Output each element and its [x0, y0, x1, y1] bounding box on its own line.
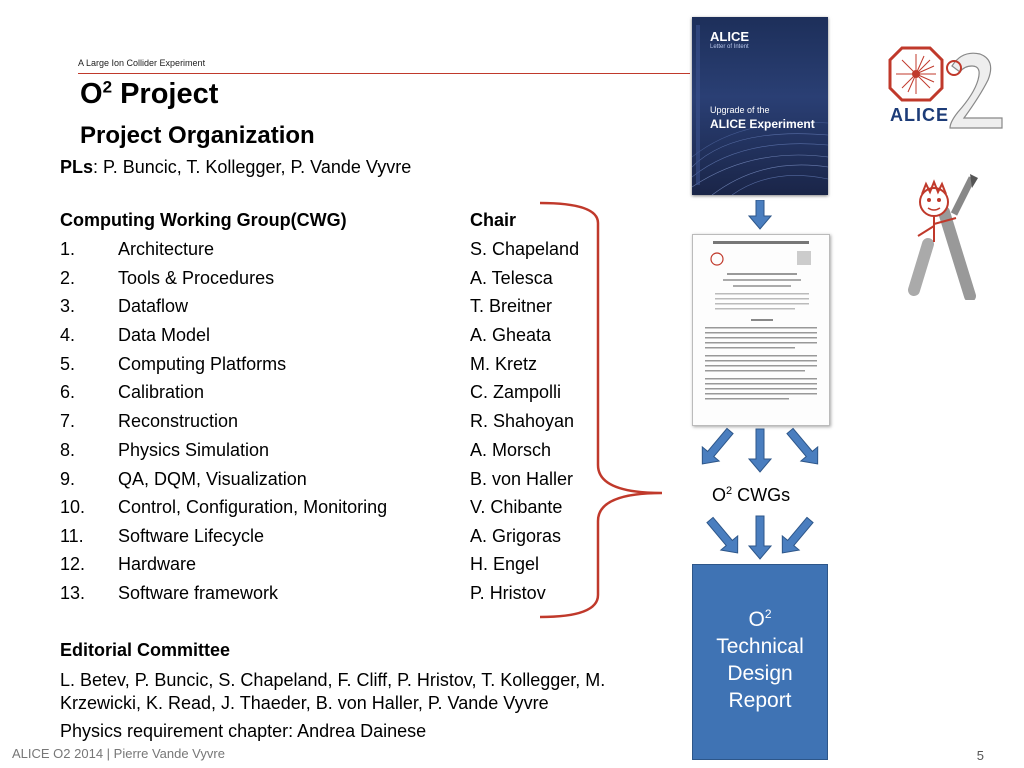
tdr-box — [692, 564, 828, 760]
cwg-header: Computing Working Group(CWG) — [60, 210, 347, 230]
cwg-chair: S. Chapeland — [470, 239, 580, 259]
pls-names: : P. Buncic, T. Kollegger, P. Vande Vyvre — [93, 157, 412, 177]
cwg-name: Physics Simulation — [118, 440, 270, 460]
cwg-chair: R. Shahoyan — [470, 411, 575, 431]
diverging-arrows-icon — [700, 425, 830, 475]
cwg-chair: A. Morsch — [470, 440, 552, 460]
experiment-tagline: A Large Ion Collider Experiment — [78, 58, 206, 68]
cwg-chair: M. Kretz — [470, 354, 538, 374]
cwg-name: Control, Configuration, Monitoring — [118, 497, 388, 517]
title-project: Project — [112, 78, 219, 110]
cwg-name: Reconstruction — [118, 411, 239, 431]
cwgs-label — [712, 485, 790, 506]
project-leaders — [60, 157, 411, 178]
cwgs-superscript: 2 — [726, 485, 733, 497]
page-title — [80, 78, 218, 111]
cwg-chair: C. Zampolli — [470, 382, 562, 402]
cwg-number: 3. — [60, 296, 76, 316]
cwg-number: 5. — [60, 354, 76, 374]
cwg-name: Software framework — [118, 583, 279, 603]
cwg-number: 11. — [60, 526, 84, 546]
cwg-number: 10. — [60, 497, 86, 517]
cover-subtitle: Letter of Intent — [710, 44, 749, 50]
cwg-chair: T. Breitner — [470, 296, 553, 316]
converging-arrows-icon — [700, 514, 830, 562]
cover-line1: Upgrade of the — [710, 105, 770, 115]
title-o: O — [80, 78, 103, 110]
cwg-paper-thumbnail — [692, 234, 830, 426]
physics-chapter: Physics requirement chapter: Andrea Dainese — [60, 721, 427, 741]
cwg-name: Computing Platforms — [118, 354, 287, 374]
cwg-name: Dataflow — [118, 296, 189, 316]
cwg-number: 7. — [60, 411, 76, 431]
editorial-names: L. Betev, P. Buncic, S. Chapeland, F. Cliff, P. Hristov, T. Kollegger, M. Krzewicki, K. Read, J. Thaeder, B. von Haller, P. Vande Vyvre — [60, 670, 606, 713]
cwg-name: Tools & Procedures — [118, 268, 275, 288]
tdr-line4: Report — [728, 689, 792, 712]
cwgs-text: CWGs — [732, 485, 791, 505]
cwg-chair: B. von Haller — [470, 469, 574, 489]
cwg-chair: P. Hristov — [470, 583, 546, 603]
loi-cover-image — [692, 17, 828, 195]
curly-brace — [530, 195, 670, 625]
cwg-number: 2. — [60, 268, 76, 288]
footer-text: ALICE O2 2014 | Pierre Vande Vyvre — [12, 746, 225, 761]
cwgs-o: O — [712, 485, 727, 505]
cwg-number: 12. — [60, 554, 86, 574]
cwg-number: 4. — [60, 325, 76, 345]
cwg-chair: A. Gheata — [470, 325, 552, 345]
title-superscript: 2 — [102, 77, 113, 97]
chair-header: Chair — [470, 210, 517, 230]
down-arrow-icon — [748, 200, 772, 230]
cover-brand: ALICE — [710, 29, 749, 44]
tdr-line2: Technical — [716, 635, 804, 658]
cwg-number: 8. — [60, 440, 76, 460]
cwg-name: Calibration — [118, 382, 205, 402]
tdr-superscript: 2 — [764, 607, 772, 621]
cwg-number: 13. — [60, 583, 86, 603]
logo-text: ALICE — [890, 105, 949, 125]
pencil-character-icon — [898, 172, 988, 300]
tdr-line1 — [693, 601, 827, 633]
cwg-name: Hardware — [118, 554, 197, 574]
cwg-number: 6. — [60, 382, 76, 402]
cwg-number: 1. — [60, 239, 76, 259]
cwg-number: 9. — [60, 469, 76, 489]
editorial-title: Editorial Committee — [60, 640, 231, 660]
cover-line2: ALICE Experiment — [710, 117, 815, 131]
tdr-line3: Design — [727, 662, 793, 685]
cwg-chair: V. Chibante — [470, 497, 563, 517]
pls-label: PLs — [60, 157, 94, 177]
cwg-name: Data Model — [118, 325, 211, 345]
tdr-o: O — [748, 608, 765, 631]
paper-text-lines — [693, 235, 829, 425]
cwg-chair: A. Telesca — [470, 268, 553, 288]
header-divider — [78, 73, 690, 74]
cwg-name: Architecture — [118, 239, 215, 259]
cwg-name: QA, DQM, Visualization — [118, 469, 307, 489]
page-number: 5 — [976, 748, 984, 763]
page-subtitle: Project Organization — [80, 122, 315, 149]
cwg-name: Software Lifecycle — [118, 526, 265, 546]
cwg-chair: A. Grigoras — [470, 526, 562, 546]
cwg-chair: H. Engel — [470, 554, 540, 574]
